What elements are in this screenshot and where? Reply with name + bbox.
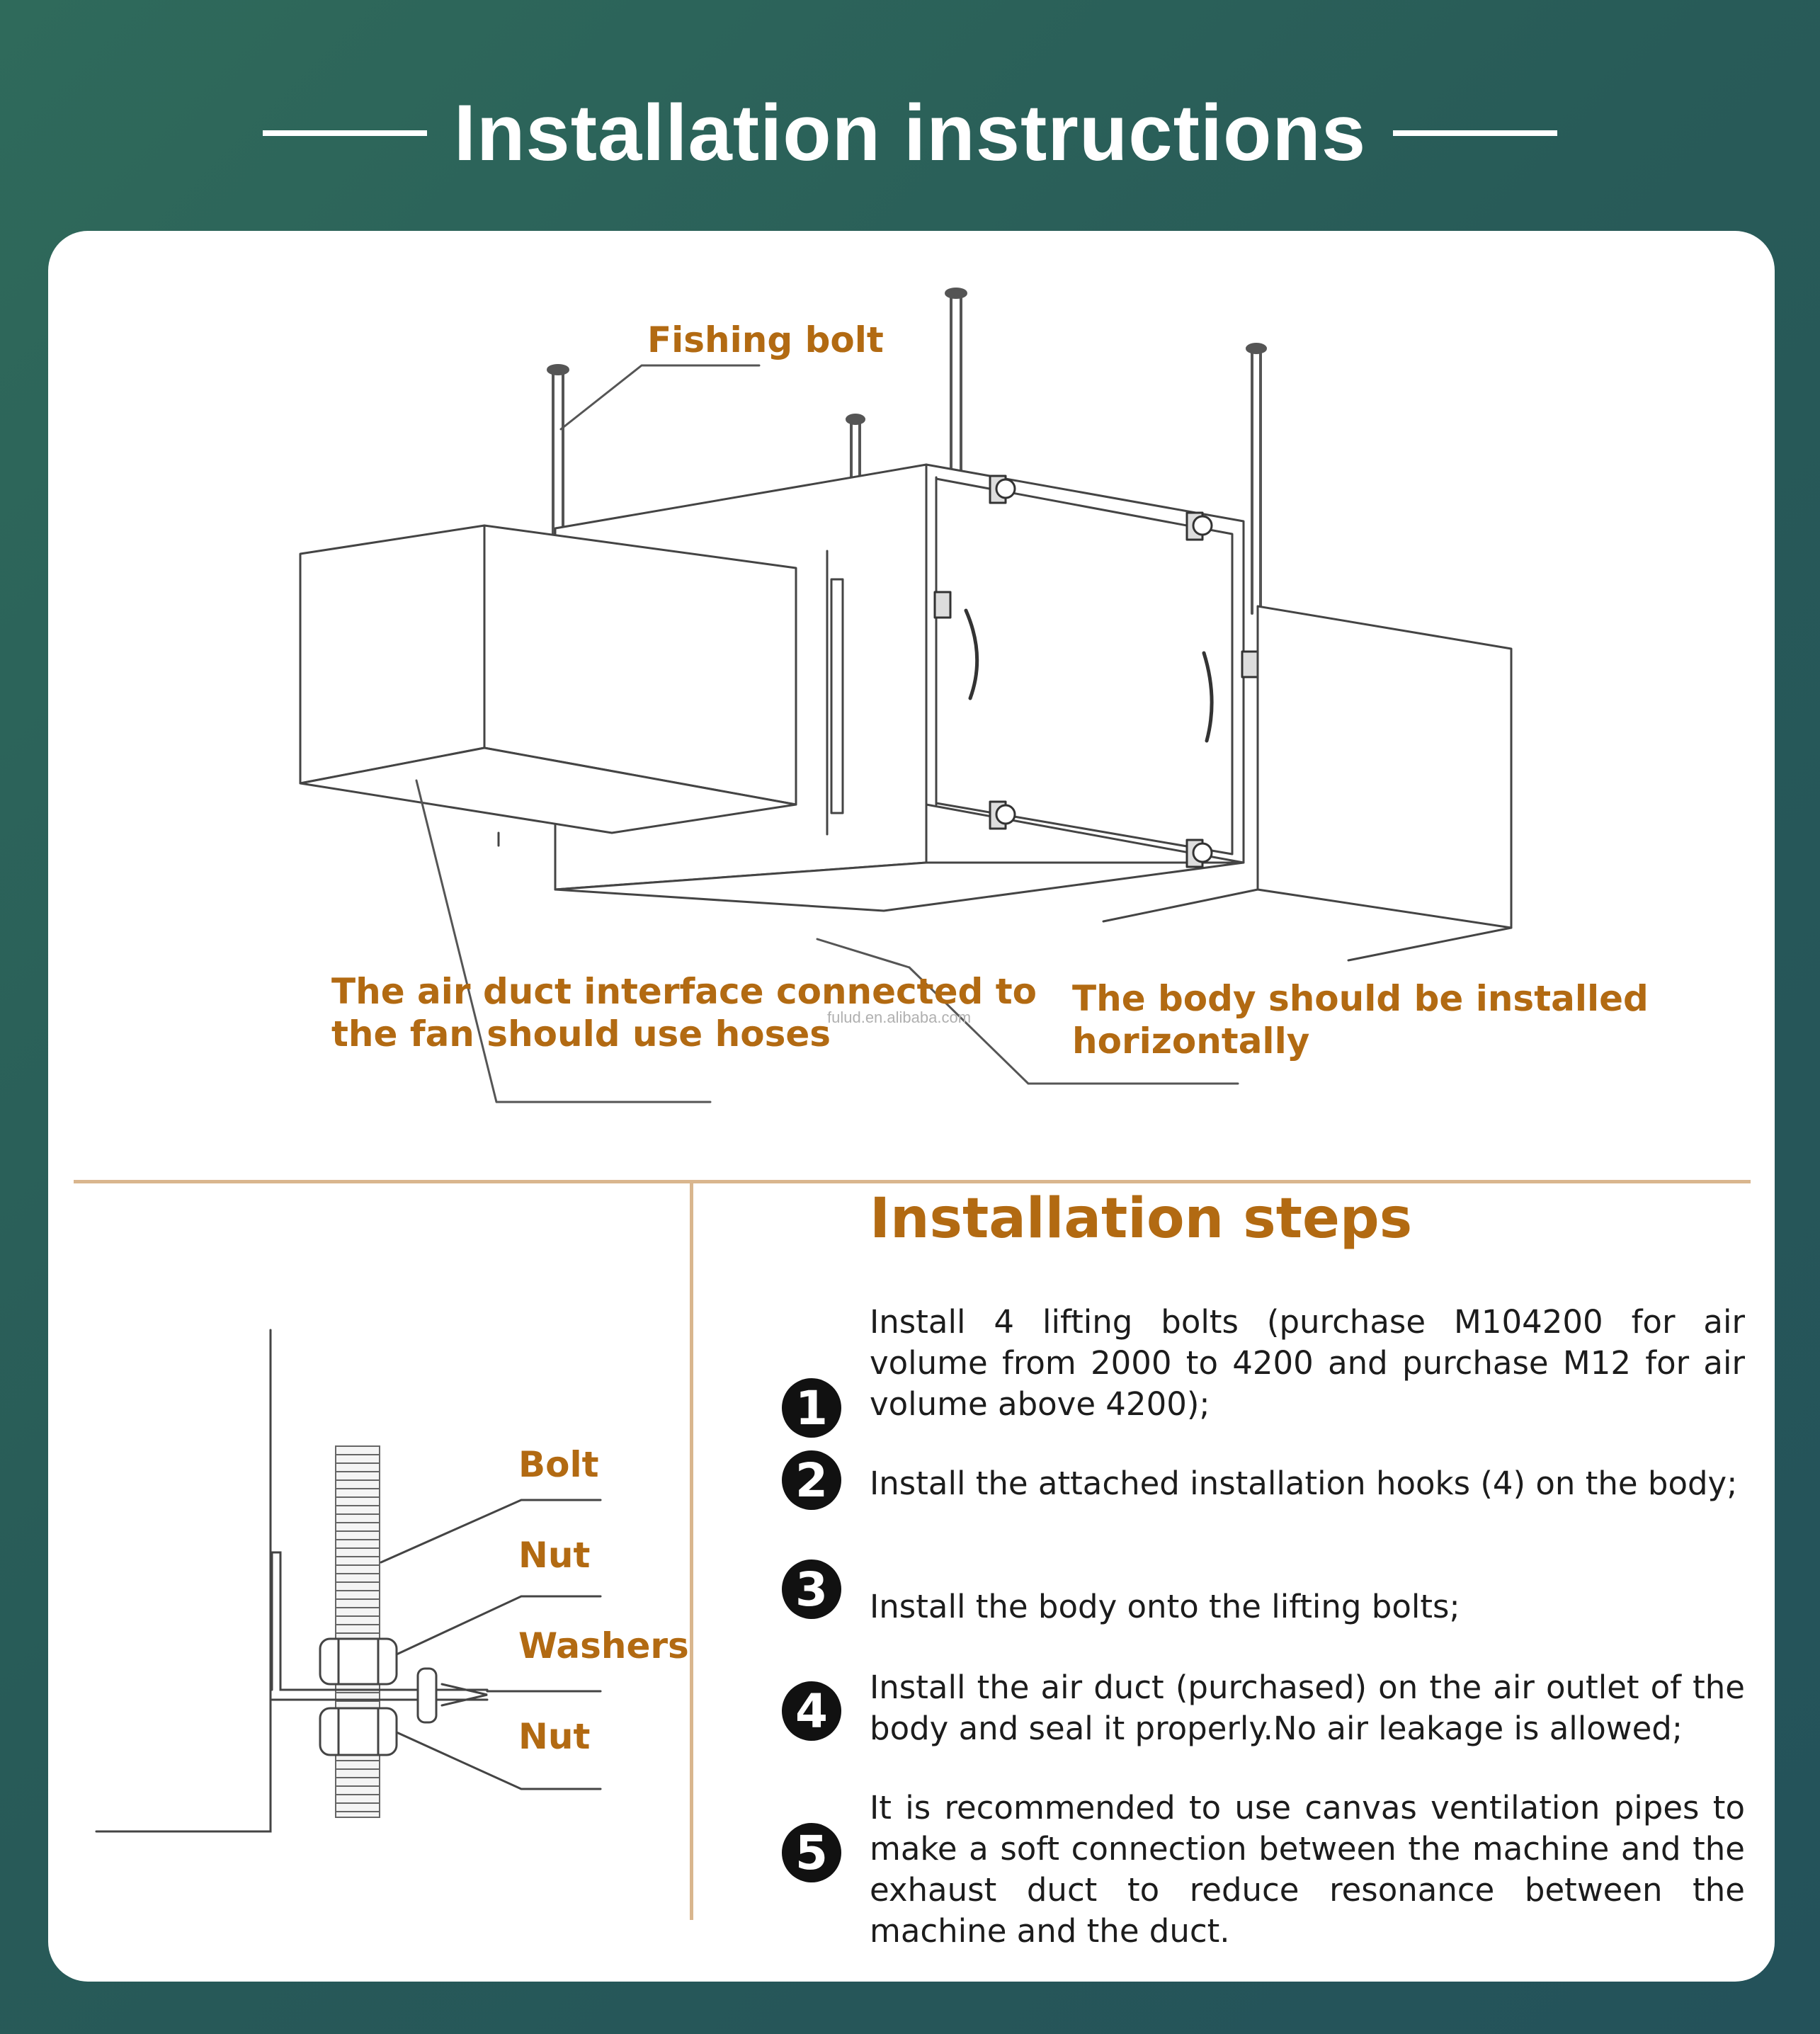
instruction-card bbox=[48, 231, 1775, 1982]
hose-label-line2: the fan should use hoses bbox=[331, 1013, 831, 1055]
step-text-5: It is recommended to use canvas ventilation pipes to make a soft connection between the machine and the exhaust duct to reduce resonance between the machine and the duct. bbox=[870, 1789, 1745, 1950]
step-number-3: 3 bbox=[782, 1559, 841, 1619]
watermark: fulud.en.alibaba.com bbox=[827, 1009, 972, 1026]
bolt-label: Bolt bbox=[518, 1444, 599, 1485]
horizontal-label-line1: The body should be installed bbox=[1072, 978, 1649, 1019]
page-title: Installation instructions bbox=[453, 89, 1367, 177]
step-number-1: 1 bbox=[782, 1378, 841, 1438]
nut-label-lower: Nut bbox=[518, 1716, 591, 1757]
threaded-bolt bbox=[336, 1446, 380, 1817]
washers-label: Washers bbox=[518, 1625, 689, 1666]
hose-label-line1: The air duct interface connected to bbox=[331, 971, 1037, 1012]
bolt-detail-diagram bbox=[48, 231, 693, 1982]
step-text-4: Install the air duct (purchased) on the air outlet of the body and seal it properly.No air leakage is allowed; bbox=[870, 1669, 1745, 1747]
fishing-bolt-label: Fishing bolt bbox=[647, 319, 884, 360]
nut-label-upper: Nut bbox=[518, 1535, 591, 1576]
title-line-left bbox=[263, 130, 427, 136]
header bbox=[0, 84, 1820, 183]
step-number-2: 2 bbox=[782, 1450, 841, 1510]
step-number-4: 4 bbox=[782, 1681, 841, 1741]
ceiling-bracket bbox=[96, 1330, 271, 1831]
horizontal-label-line2: horizontally bbox=[1072, 1021, 1310, 1062]
step-text-3: Install the body onto the lifting bolts; bbox=[870, 1588, 1460, 1625]
title-line-right bbox=[1393, 130, 1557, 136]
step-text-1: Install 4 lifting bolts (purchase M104200 for air volume from 2000 to 4200 and purchase M12 for air volume above 4200); bbox=[870, 1303, 1745, 1423]
step-number-5: 5 bbox=[782, 1823, 841, 1882]
steps-title: Installation steps bbox=[870, 1187, 1413, 1251]
step-text-2: Install the attached installation hooks (4) on the body; bbox=[870, 1465, 1738, 1502]
horizontal-install-label bbox=[1072, 977, 1649, 1062]
